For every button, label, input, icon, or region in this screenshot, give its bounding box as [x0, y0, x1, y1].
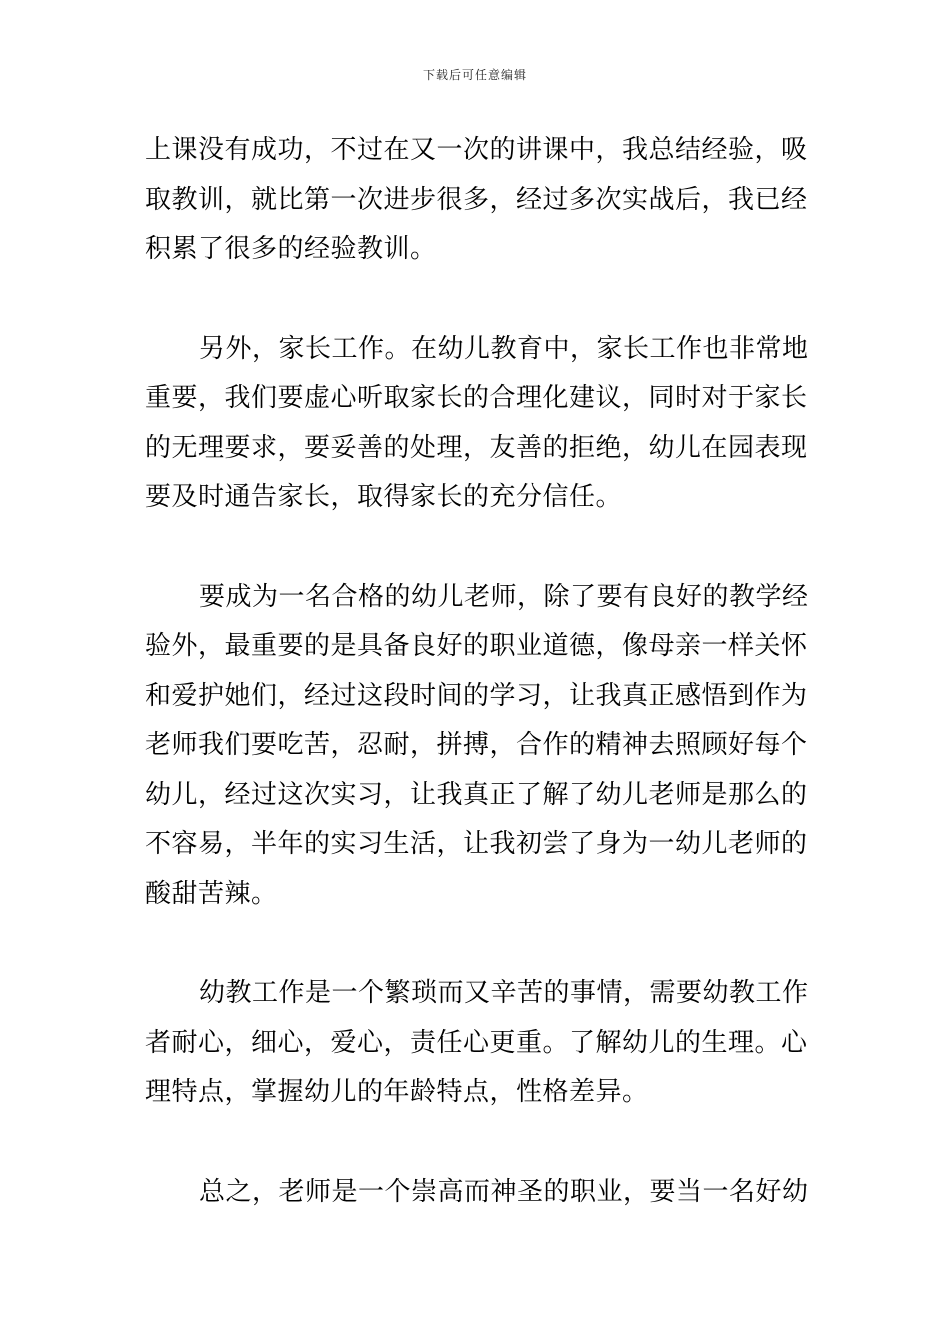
text-line: 和爱护她们，经过这段时间的学习，让我真正感悟到作为: [145, 680, 808, 711]
paragraph-3: [145, 573, 810, 920]
paragraph-4: [145, 969, 810, 1118]
paragraph-5: [145, 1168, 810, 1218]
text-line: 总之，老师是一个崇高而神圣的职业，要当一名好幼: [199, 1176, 809, 1207]
paragraph-1: [145, 126, 810, 275]
text-line: 的无理要求，要妥善的处理，友善的拒绝，幼儿在园表现: [145, 432, 808, 463]
text-line: 要及时通告家长，取得家长的充分信任。: [145, 482, 623, 512]
text-line: 验外，最重要的是具备良好的职业道德，像母亲一样关怀: [145, 631, 808, 661]
document-body: [145, 126, 810, 1267]
text-line: 积累了很多的经验教训。: [145, 234, 437, 264]
text-line: 另外，家长工作。在幼儿教育中，家长工作也非常地: [199, 333, 809, 364]
text-line: 幼教工作是一个繁琐而又辛苦的事情，需要幼教工作: [199, 978, 809, 1008]
text-line: 者耐心，细心，爱心，责任心更重。了解幼儿的生理。心: [145, 1027, 808, 1058]
text-line: 不容易，半年的实习生活，让我初尝了身为一幼儿老师的: [145, 829, 808, 859]
text-line: 取教训，就比第一次进步很多，经过多次实战后，我已经: [145, 184, 808, 215]
text-line: 酸甜苦辣。: [145, 878, 278, 909]
text-line: 要成为一名合格的幼儿老师，除了要有良好的教学经: [199, 581, 809, 612]
page-header: 下载后可任意编辑: [422, 68, 527, 82]
text-line: 理特点，掌握幼儿的年龄特点，性格差异。: [145, 1077, 649, 1107]
text-line: 重要，我们要虚心听取家长的合理化建议，同时对于家长: [145, 383, 808, 413]
text-line: 上课没有成功，不过在又一次的讲课中，我总结经验，吸: [145, 135, 808, 165]
text-line: 幼儿，经过这次实习，让我真正了解了幼儿老师是那么的: [145, 779, 808, 810]
text-line: 老师我们要吃苦，忍耐，拼搏，合作的精神去照顾好每个: [145, 730, 808, 760]
paragraph-2: [145, 325, 810, 523]
